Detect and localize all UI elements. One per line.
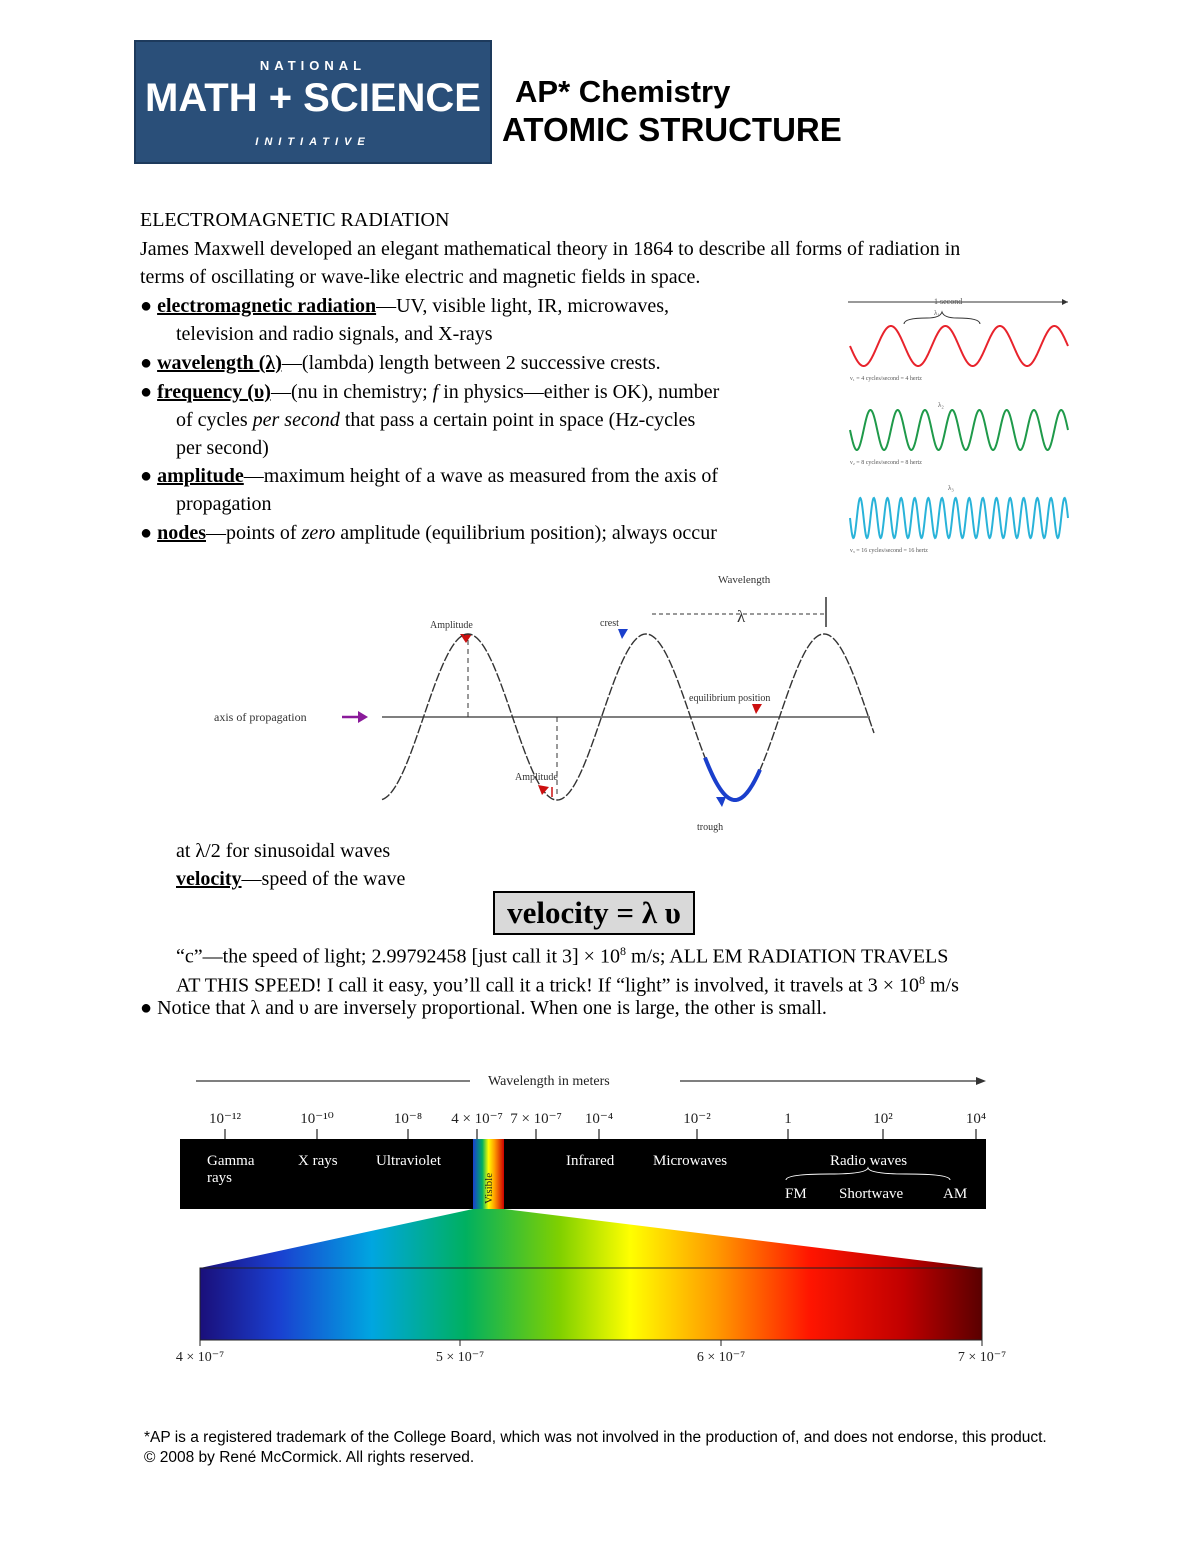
band-ultraviolet: Ultraviolet: [376, 1153, 441, 1169]
axis-arrow-head: [358, 711, 368, 723]
visible-tick-label: 4 × 10⁻⁷: [175, 1350, 225, 1365]
band-xray: X rays: [298, 1153, 338, 1169]
spectrum-tick-label: 1: [784, 1111, 792, 1127]
spectrum-arrow-head: [976, 1077, 986, 1085]
bullet-nodes: ● nodes—points of zero amplitude (equilibrium position); always occur: [140, 522, 717, 544]
lambda1-label: λ₁: [934, 309, 940, 317]
logo-line-math-science: MATH + SCIENCE: [145, 76, 481, 120]
c-line-2b: m/s: [924, 974, 959, 997]
frequency-def-2: [152, 406, 695, 434]
band-gamma-1: Gamma: [207, 1153, 255, 1169]
spectrum-tick-label: 10⁴: [965, 1111, 987, 1127]
spectrum-tick-label: 4 × 10⁻⁷: [451, 1111, 503, 1127]
term-nodes: nodes: [157, 522, 206, 544]
wavelength-def: —(lambda) length between 2 successive crests.: [281, 352, 661, 374]
nmsi-logo: [134, 40, 492, 164]
intro-line-2: terms of oscillating or wave-like electric and magnetic fields in space.: [140, 266, 701, 288]
visible-tick-labels: [176, 1340, 1006, 1365]
amplitude-top-arrow: [460, 634, 472, 643]
frequency-def-f: f: [432, 381, 439, 403]
band-microwaves: Microwaves: [653, 1153, 728, 1169]
frequency-comparison-figure: [842, 290, 1072, 558]
nodes-def-1b: amplitude (equilibrium position); always occur: [335, 522, 717, 544]
spectrum-tick-label: 10⁻¹⁰: [300, 1111, 334, 1127]
caption-4hz: ν₁ = 4 cycles/second = 4 hertz: [850, 376, 922, 382]
c-line-1a: “c”—the speed of light; 2.99792458 [just call it 3] × 10: [176, 945, 620, 968]
velocity-line: [176, 865, 405, 893]
nodes-def-2: at λ/2 for sinusoidal waves: [176, 840, 391, 862]
em-spectrum-figure: [150, 1060, 1030, 1370]
crest-label: crest: [600, 618, 619, 629]
c-line-2a: AT THIS SPEED! I call it easy, you’ll call it a trick! If “light” is involved, it travels at 3 × 10: [176, 974, 919, 997]
copyright-notice: © 2008 by René McCormick. All rights reserved.: [144, 1449, 475, 1466]
term-frequency: frequency (υ): [157, 381, 271, 403]
c-exp-1: 8: [619, 944, 626, 958]
equilibrium-arrow: [752, 704, 762, 714]
term-wavelength: wavelength (λ): [157, 352, 282, 374]
spectrum-tick-label: 10⁻⁴: [584, 1111, 614, 1127]
amplitude-def-1: —maximum height of a wave as measured from the axis of: [243, 465, 719, 487]
wave-8hz: [850, 410, 1068, 450]
wave-16hz: [850, 498, 1068, 538]
spectrum-tick-label: 10⁻¹²: [209, 1111, 241, 1127]
wave-4hz: [850, 326, 1068, 366]
bullet-notice: ● Notice that λ and υ are inversely proportional. When one is large, the other is small.: [140, 997, 827, 1019]
spectrum-tick-label: 7 × 10⁻⁷: [510, 1111, 562, 1127]
bullet-frequency: ● frequency (υ)—(nu in chemistry; f in physics—either is OK), number: [140, 381, 720, 403]
footer: [144, 1428, 1114, 1468]
caption-8hz: ν₂ = 8 cycles/second = 8 hertz: [850, 460, 922, 466]
trough-label: trough: [697, 822, 724, 833]
nodes-def-1a: —points of: [206, 522, 302, 544]
lambda-symbol: λ: [737, 607, 746, 626]
visible-tick-label: 7 × 10⁻⁷: [957, 1350, 1007, 1365]
visible-tick-label: 6 × 10⁻⁷: [696, 1350, 746, 1365]
frequency-def-1b: in physics—either is OK), number: [438, 381, 720, 403]
band-radio: Radio waves: [830, 1153, 908, 1169]
crest-arrow: [618, 629, 628, 639]
logo-line-national: NATIONAL: [259, 58, 367, 73]
spectrum-tick-label: 10⁻⁸: [393, 1111, 423, 1127]
trough-highlight: [705, 758, 760, 800]
spectrum-tick-labels: [209, 1111, 986, 1139]
visible-label: Visible: [483, 1172, 495, 1204]
equilibrium-label: equilibrium position: [689, 693, 771, 704]
intro-line-1: James Maxwell developed an elegant mathematical theory in 1864 to describe all forms of radiation in: [140, 238, 961, 260]
em-def-1: —UV, visible light, IR, microwaves,: [376, 295, 670, 317]
notice-text: Notice that λ and υ are inversely proportional. When one is large, the other is small.: [157, 997, 827, 1019]
amplitude-top-label: Amplitude: [430, 620, 473, 631]
section-heading: ELECTROMAGNETIC RADIATION: [140, 209, 450, 231]
trademark-notice: *AP is a registered trademark of the College Board, which was not involved in the production of, and does not endorse, this product.: [144, 1429, 1047, 1446]
one-second-label: 1 second: [934, 297, 963, 306]
visible-spectrum-bar: [200, 1268, 982, 1340]
frequency-def-2a: of cycles: [176, 409, 253, 431]
lambda1-brace: [904, 312, 980, 324]
term-em-radiation: electromagnetic radiation: [157, 295, 377, 317]
band-am: AM: [943, 1186, 968, 1202]
em-def-2: television and radio signals, and X-rays: [176, 323, 493, 345]
band-shortwave: Shortwave: [839, 1186, 904, 1202]
band-gamma-2: rays: [207, 1170, 232, 1186]
velocity-formula: velocity = λ υ: [493, 891, 695, 935]
amplitude-bottom-arrow: [538, 785, 549, 795]
bullet-em-radiation: ● electromagnetic radiation—UV, visible light, IR, microwaves,: [140, 295, 670, 317]
one-second-arrow: [1062, 299, 1068, 305]
axis-label: axis of propagation: [214, 710, 307, 724]
c-exp-2: 8: [918, 973, 925, 987]
unit-title: ATOMIC STRUCTURE: [502, 111, 842, 148]
term-velocity: velocity: [176, 868, 242, 890]
band-fm: FM: [785, 1186, 807, 1202]
visible-expansion-wedge: [200, 1209, 982, 1268]
logo-line-initiative: INITIATIVE: [255, 136, 371, 148]
frequency-def-1a: —(nu in chemistry;: [270, 381, 433, 403]
c-line-1b: m/s; ALL EM RADIATION TRAVELS: [625, 945, 949, 968]
visible-tick-label: 5 × 10⁻⁷: [435, 1350, 485, 1365]
amplitude-def-2: propagation: [176, 493, 272, 515]
lambda2-label: λ₂: [938, 401, 944, 409]
spectrum-tick-label: 10⁻²: [683, 1111, 711, 1127]
term-amplitude: amplitude: [157, 465, 244, 487]
frequency-def-3: per second): [176, 437, 269, 459]
spectrum-tick-label: 10²: [873, 1111, 893, 1127]
caption-16hz: ν₃ = 16 cycles/second = 16 hertz: [850, 548, 928, 554]
frequency-def-2em: per second: [252, 409, 340, 431]
trough-arrow: [716, 797, 726, 807]
course-title: AP* Chemistry: [515, 74, 731, 109]
lambda3-label: λ₃: [948, 484, 954, 492]
bullet-amplitude: ● amplitude—maximum height of a wave as measured from the axis of: [140, 465, 719, 487]
frequency-def-2b: that pass a certain point in space (Hz-cycles: [339, 409, 696, 431]
wave-anatomy-figure: [200, 565, 900, 840]
band-infrared: Infrared: [566, 1153, 615, 1169]
wavelength-label: Wavelength: [718, 574, 771, 586]
spectrum-title: Wavelength in meters: [488, 1074, 610, 1089]
bullet-wavelength: ● wavelength (λ)—(lambda) length between 2 successive crests.: [140, 352, 661, 374]
amplitude-bottom-label: Amplitude: [515, 772, 558, 783]
velocity-def: —speed of the wave: [241, 868, 406, 890]
nodes-def-em: zero: [301, 522, 336, 544]
